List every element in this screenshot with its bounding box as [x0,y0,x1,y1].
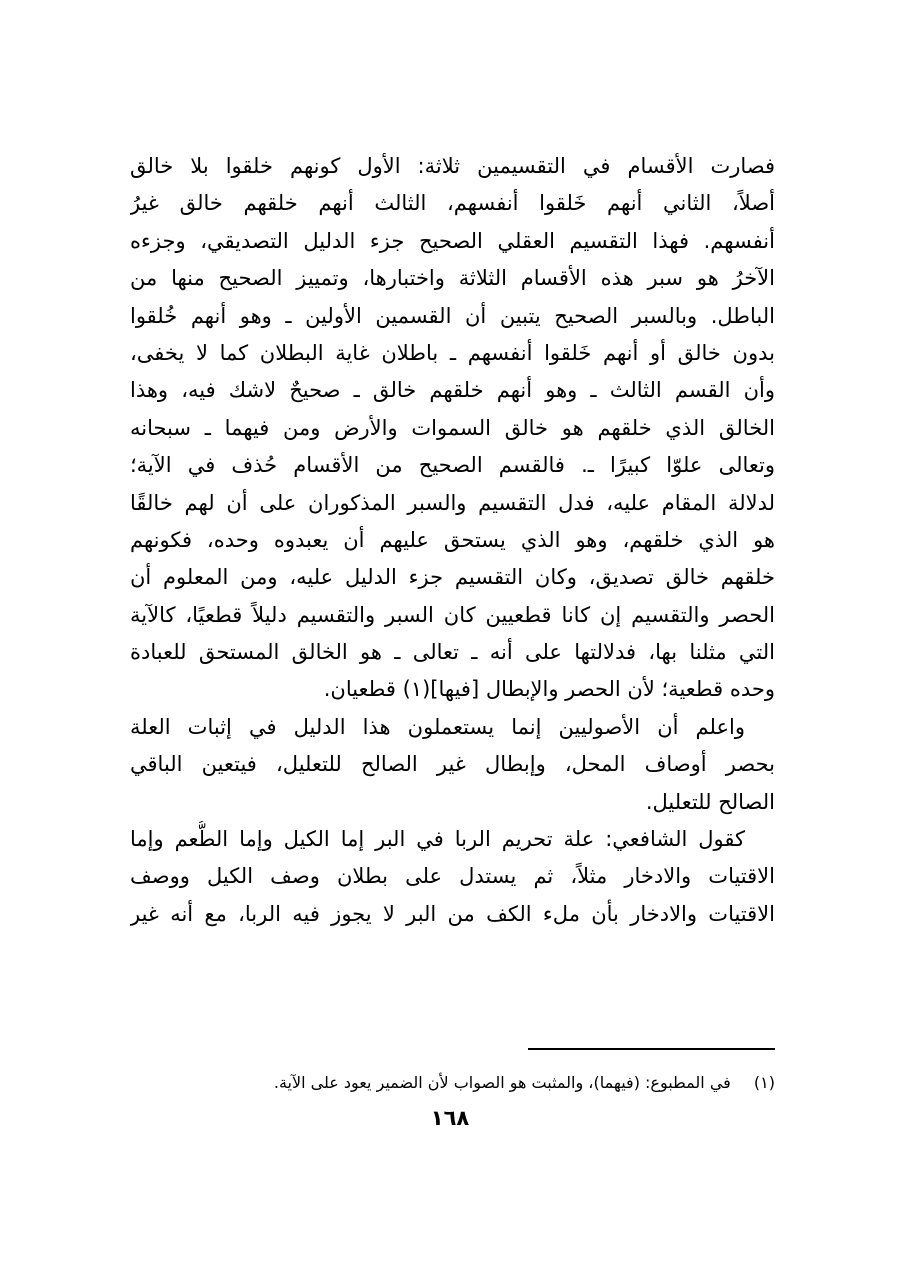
text-line: الباطل. وبالسبر الصحيح يتبين أن القسمين الأولين ـ وهو أنهم خُلقوا [130,303,775,328]
text-line: أصلاً، الثاني أنهم خَلقوا أنفسهم، الثالث أنهم خلقهم خالق غيرُ [130,191,775,216]
text-line: الآخرُ هو سبر هذه الأقسام الثلاثة واختبارها، وتمييز الصحيح منها من [130,266,775,291]
footnote-text: في المطبوع: (فيهما)، والمثبت هو الصواب لأن الضمير يعود على الآية. [273,1073,731,1092]
text-line: وتعالى علوّا كبيرًا ـ. فالقسم الصحيح من الأقسام حُذف في الآية؛ [130,453,775,478]
text-line-with-footnote-ref: وحده قطعية؛ لأن الحصر والإبطال [فيها](١) قطعيان. [323,677,775,702]
footnote-separator [528,1048,775,1050]
paragraph-3 [130,821,775,933]
text-line: كقول الشافعي: علة تحريم الربا في البر إما الكيل وإما الطُّعم وإما [130,827,745,852]
text-line: فصارت الأقسام في التقسيمين ثلاثة: الأول كونهم خلقوا بلا خالق [130,154,775,178]
text-line: الخالق الذي خلقهم هو خالق السموات والأرض ومن فيهما ـ سبحانه [130,415,775,440]
text-line: الاقتيات والادخار بأن ملء الكف من البر لا يجوز فيه الربا، مع أنه غير [130,901,775,926]
footnote [190,1070,775,1096]
text-line: وأن القسم الثالث ـ وهو أنهم خلقهم خالق ـ صحيحٌ لاشك فيه، وهذا [130,378,775,403]
footnote-number: (١) [753,1073,775,1092]
text-line: بحصر أوصاف المحل، وإبطال غير الصالح للتعليل، فيتعين الباقي [130,752,775,777]
text-line: الحصر والتقسيم إن كانا قطعيين كان السبر والتقسيم دليلاً قطعيًا، كالآية [130,602,775,627]
text-line: الاقتيات والادخار مثلاً، ثم يستدل على بطلان وصف الكيل ووصف [130,864,775,889]
text-line: التي مثلنا بها، فدلالتها على أنه ـ تعالى ـ هو الخالق المستحق للعبادة [130,640,775,665]
text-line: واعلم أن الأصوليين إنما يستعملون هذا الدليل في إثبات العلة [130,714,745,739]
text-line: الصالح للتعليل. [645,789,775,814]
paragraph-1 [130,148,775,709]
text-line: بدون خالق أو أنهم خَلقوا أنفسهم ـ باطلان غاية البطلان كما لا يخفى، [130,340,775,365]
main-text [130,148,775,933]
page-number: ١٦٨ [430,1106,470,1130]
text-line: هو الذي خلقهم، وهو الذي يستحق عليهم أن يعبدوه وحده، فكونهم [130,527,775,552]
text-line: خلقهم خالق تصديق، وكان التقسيم جزء الدليل عليه، ومن المعلوم أن [130,565,775,590]
text-line: أنفسهم. فهذا التقسيم العقلي الصحيح جزء الدليل التصديقي، وجزءه [130,228,775,253]
text-line: لدلالة المقام عليه، فدل التقسيم والسبر المذكوران على أن لهم خالقًا [130,490,775,515]
page-body [130,148,775,933]
paragraph-2 [130,709,775,821]
